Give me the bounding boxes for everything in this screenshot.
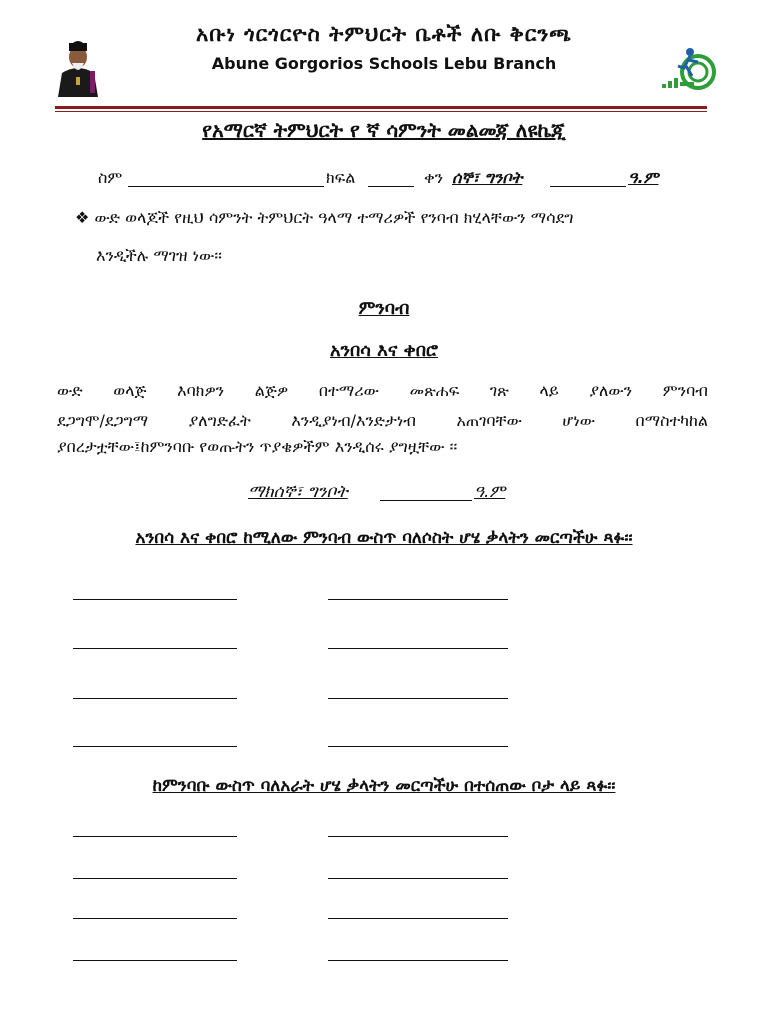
school-name-amharic: አቡነ ጎርጎርዮስ ትምህርት ቤቶች ለቡ ቅርንጫ	[195, 22, 573, 46]
parent-note-line1: ውድ ወላጆች የዚህ ሳምንት ትምህርት ዓላማ ተማሪዎች የንባብ ክሂላቸውን ማሳደግ	[94, 208, 574, 227]
answer-line[interactable]	[328, 878, 508, 879]
answer-line[interactable]	[328, 918, 508, 919]
answer-line[interactable]	[73, 746, 237, 747]
parent-note	[75, 208, 715, 228]
answer-line[interactable]	[73, 599, 237, 600]
answer-line[interactable]	[73, 648, 237, 649]
day-label: ቀን	[424, 168, 444, 187]
answer-line[interactable]	[328, 836, 508, 837]
paragraph-line3: ያበረታቷቸው፤ከምንባቡ የወጡትን ጥያቄዎችም እንዲሰሩ ያግዟቸው ፡፡	[57, 437, 458, 456]
header-divider	[55, 106, 707, 109]
diamond-bullet-icon: ❖	[75, 208, 90, 227]
class-field[interactable]	[368, 172, 414, 187]
due-year-label: ዓ.ም	[474, 482, 506, 502]
date-field[interactable]	[550, 172, 626, 187]
name-label: ስም	[98, 168, 123, 187]
instruction-four-letter-words: ከምንባቡ ውስጥ ባለአራት ሆሄ ቃላትን መርጣችሁ በተሰጠው ቦታ ላይ ጻፉ፡፡	[152, 776, 616, 796]
answer-line[interactable]	[328, 648, 508, 649]
date-text: ሰኞ፣ ግንቦት	[452, 168, 523, 187]
reading-title: አንበሳ እና ቀበሮ	[330, 340, 438, 361]
answer-line[interactable]	[73, 698, 237, 699]
answer-line[interactable]	[73, 960, 237, 961]
header-divider-thin	[55, 111, 707, 112]
worksheet-title: የአማርኛ ትምህርት የ ኛ ሳምንት መልመጃ ለዩኬጂ	[202, 118, 566, 142]
class-label: ክፍል	[326, 168, 356, 187]
year-label: ዓ.ም	[628, 168, 659, 187]
paragraph-line1: ውድ ወላጅ እባክዎን ልጅዎ በተማሪው መጽሐፍ ገጽ ላይ ያለውን ምንባብ	[57, 381, 708, 400]
answer-line[interactable]	[73, 878, 237, 879]
instruction-three-letter-words: አንበሳ እና ቀበሮ ከሚለው ምንባብ ውስጥ ባለሶስት ሆሄ ቃላትን መርጣችሁ ጻፉ፡፡	[135, 528, 633, 548]
answer-line[interactable]	[328, 698, 508, 699]
parent-note-line2: እንዲችሉ ማገዝ ነው፡፡	[96, 246, 222, 265]
answer-line[interactable]	[328, 746, 508, 747]
paragraph-line2: ደጋግሞ/ደጋግማ ያለግድፈት እንዲያነብ/እንድታነብ አጠገባቸው ሆነው በማስተካከል	[57, 411, 708, 430]
due-date-text: ማክሰኞ፣ ግንቦት	[248, 482, 348, 502]
answer-line[interactable]	[328, 599, 508, 600]
answer-line[interactable]	[73, 836, 237, 837]
name-field[interactable]	[128, 172, 324, 187]
answer-line[interactable]	[328, 960, 508, 961]
answer-line[interactable]	[73, 918, 237, 919]
school-name-english: Abune Gorgorios Schools Lebu Branch	[211, 54, 557, 73]
reading-heading: ምንባብ	[358, 298, 410, 319]
due-date-field[interactable]	[380, 500, 472, 501]
